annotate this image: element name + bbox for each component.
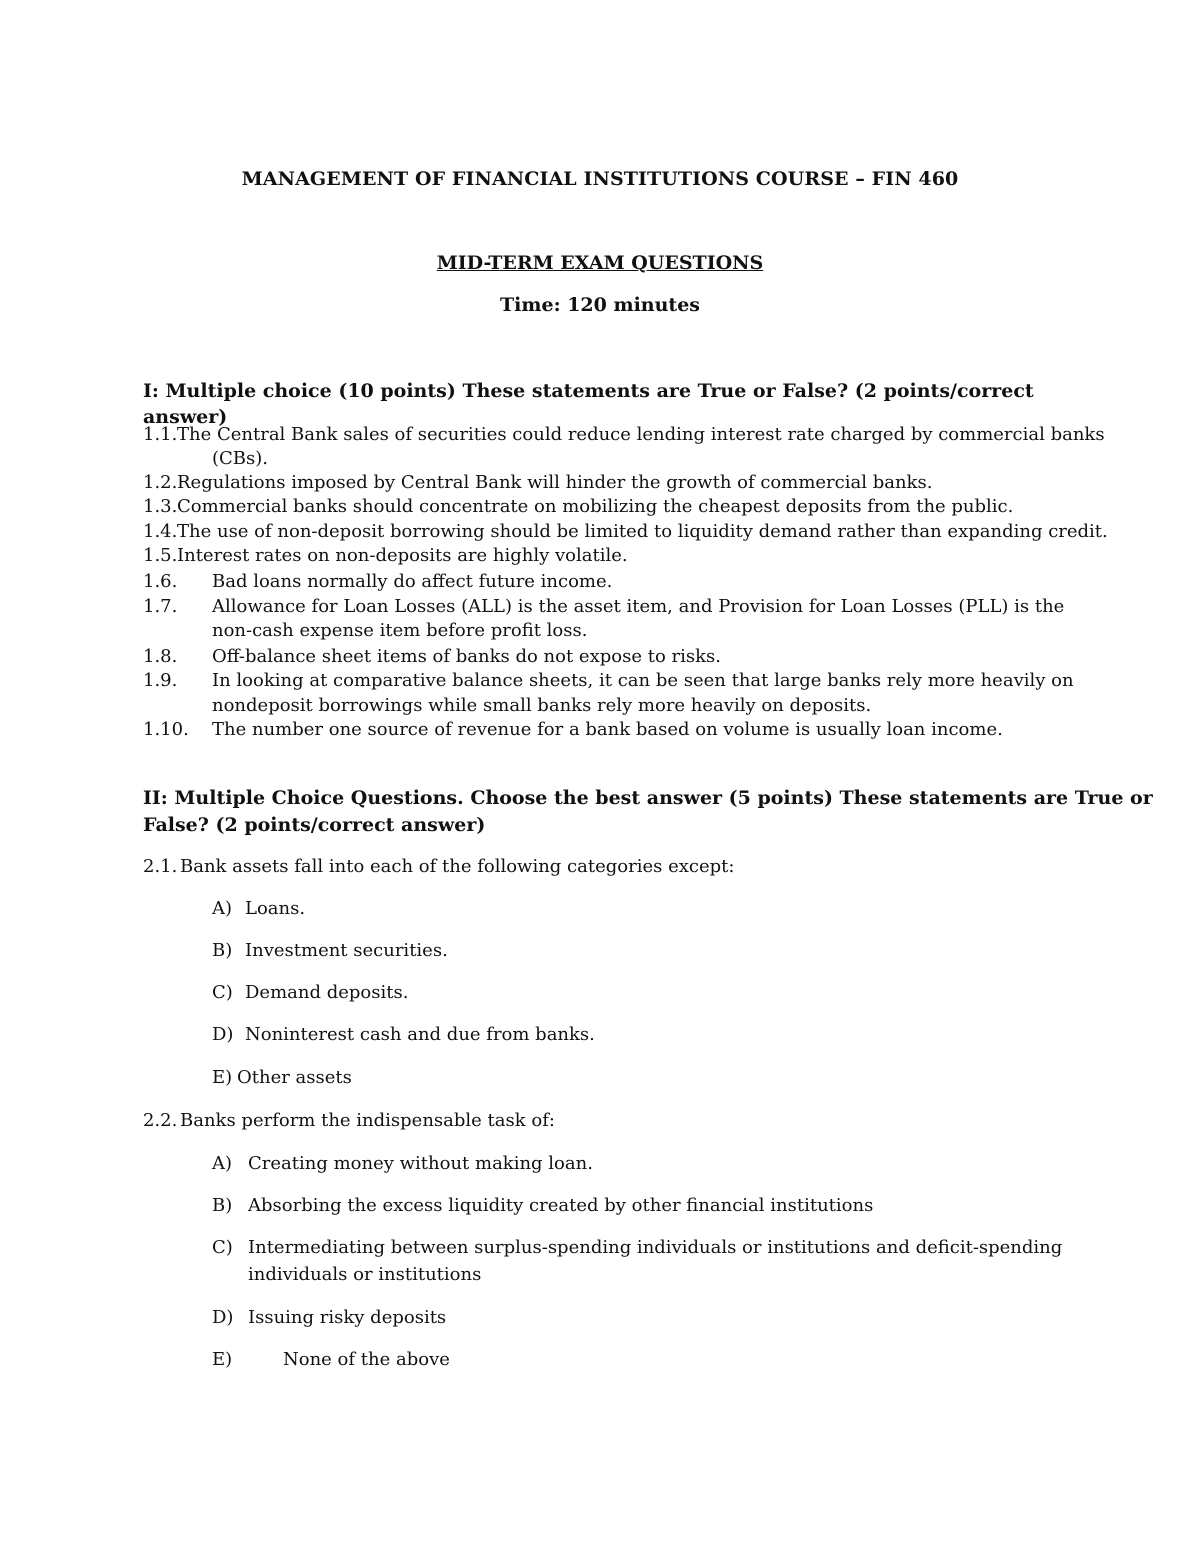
choice-label: D) xyxy=(212,1024,234,1045)
item-text: Allowance for Loan Losses (ALL) is the asset item, and Provision for Loan Losses (PLL) is the xyxy=(212,596,1065,617)
item-number: 1.1. xyxy=(143,424,178,445)
item-text-continued: non-cash expense item before profit loss. xyxy=(212,620,588,641)
item-number: 1.8. xyxy=(143,646,178,667)
item-text: Bad loans normally do affect future income. xyxy=(212,571,613,592)
item-text: Commercial banks should concentrate on mobilizing the cheapest deposits from the public. xyxy=(177,496,1014,517)
question-text: Bank assets fall into each of the following categories except: xyxy=(180,856,735,877)
exam-subtitle: MID-TERM EXAM QUESTIONS xyxy=(436,252,764,274)
choice-text: None of the above xyxy=(283,1349,450,1370)
item-text: The use of non-deposit borrowing should be limited to liquidity demand rather than expanding credit. xyxy=(177,521,1108,542)
section-2-heading-line-1: II: Multiple Choice Questions. Choose the best answer (5 points) These statements are True or xyxy=(143,787,1153,809)
course-title: MANAGEMENT OF FINANCIAL INSTITUTIONS COURSE – FIN 460 xyxy=(241,168,959,190)
choice-label: B) xyxy=(212,1195,233,1216)
choice-label: C) xyxy=(212,1237,233,1258)
item-text: Off-balance sheet items of banks do not expose to risks. xyxy=(212,646,721,667)
item-number: 1.4. xyxy=(143,521,178,542)
choice-text: Investment securities. xyxy=(245,940,448,961)
choice-label: E) xyxy=(212,1349,233,1370)
choice-text: Other assets xyxy=(237,1067,352,1088)
item-text: Regulations imposed by Central Bank will hinder the growth of commercial banks. xyxy=(177,472,933,493)
item-text: In looking at comparative balance sheets, it can be seen that large banks rely more heavily on xyxy=(212,670,1074,691)
section-2-heading-line-2: False? (2 points/correct answer) xyxy=(143,814,486,836)
item-number: 1.3. xyxy=(143,496,178,517)
choice-text: Noninterest cash and due from banks. xyxy=(245,1024,595,1045)
item-text: Interest rates on non-deposits are highly volatile. xyxy=(177,545,628,566)
choice-text: Intermediating between surplus-spending individuals or institutions and deficit-spending xyxy=(248,1237,1063,1258)
item-text-continued: (CBs). xyxy=(212,448,269,469)
choice-text: Absorbing the excess liquidity created by other financial institutions xyxy=(248,1195,874,1216)
section-1-heading: I: Multiple choice (10 points) These statements are True or False? (2 points/correct answer) xyxy=(143,380,1034,428)
choice-text-continued: individuals or institutions xyxy=(248,1264,482,1285)
choice-text: Issuing risky deposits xyxy=(248,1307,447,1328)
choice-text: Loans. xyxy=(245,898,306,919)
item-number: 1.7. xyxy=(143,596,178,617)
item-text: The number one source of revenue for a bank based on volume is usually loan income. xyxy=(212,719,1003,740)
choice-text: Demand deposits. xyxy=(245,982,409,1003)
question-number: 2.2. xyxy=(143,1110,178,1131)
question-text: Banks perform the indispensable task of: xyxy=(180,1110,555,1131)
choice-label: D) xyxy=(212,1307,234,1328)
choice-label: A) xyxy=(212,898,233,919)
item-text-continued: nondeposit borrowings while small banks rely more heavily on deposits. xyxy=(212,695,872,716)
choice-label: B) xyxy=(212,940,233,961)
item-number: 1.5. xyxy=(143,545,178,566)
choice-text: Creating money without making loan. xyxy=(248,1153,593,1174)
item-number: 1.6. xyxy=(143,571,178,592)
choice-label: A) xyxy=(212,1153,233,1174)
exam-time: Time: 120 minutes xyxy=(500,294,700,316)
question-number: 2.1. xyxy=(143,856,178,877)
item-number: 1.10. xyxy=(143,719,189,740)
choice-label: C) xyxy=(212,982,233,1003)
item-number: 1.9. xyxy=(143,670,178,691)
item-text: The Central Bank sales of securities could reduce lending interest rate charged by commercial banks xyxy=(177,424,1105,445)
item-number: 1.2. xyxy=(143,472,178,493)
choice-label: E) xyxy=(212,1067,233,1088)
